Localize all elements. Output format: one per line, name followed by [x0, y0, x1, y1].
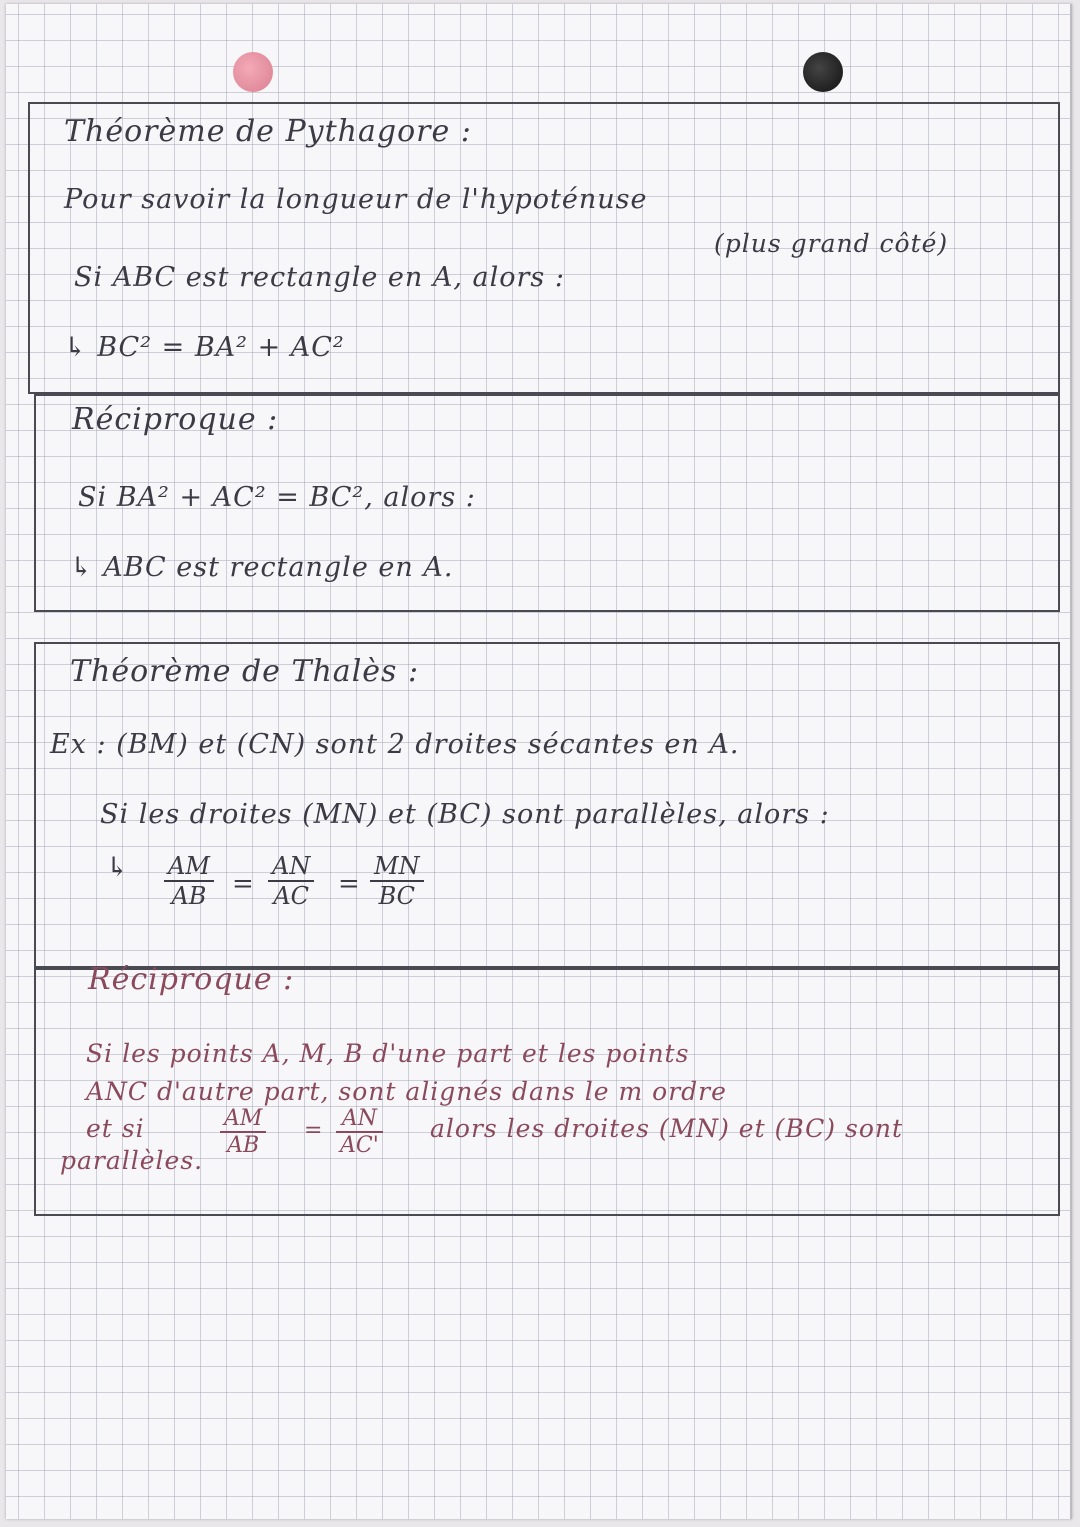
- pythagore-formula: ↳ BC² = BA² + AC²: [64, 332, 345, 363]
- pythagore-intro: Pour savoir la longueur de l'hypoténuse: [64, 184, 648, 215]
- thales-title: Théorème de Thalès :: [70, 654, 420, 689]
- notebook-page: [6, 4, 1072, 1519]
- pythagore-reciproque-condition: Si BA² + AC² = BC², alors :: [78, 482, 476, 513]
- binder-hole-black: [803, 52, 843, 92]
- fraction-numerator: AN: [336, 1106, 383, 1133]
- pythagore-reciproque-conclusion: ↳ ABC est rectangle en A.: [70, 552, 454, 583]
- thales-equals-2: =: [338, 869, 360, 899]
- fraction-denominator: AC': [340, 1133, 379, 1158]
- thales-reciproque-title: Réciproque :: [88, 962, 295, 997]
- fraction-denominator: AC: [273, 882, 310, 910]
- fraction-denominator: AB: [227, 1133, 260, 1158]
- thales-condition: Si les droites (MN) et (BC) sont parallèles, alors :: [100, 799, 830, 830]
- thales-reciproque-line4: parallèles.: [60, 1146, 204, 1175]
- thales-equals-1: =: [232, 869, 254, 899]
- thales-reciproque-line3-end: alors les droites (MN) et (BC) sont: [430, 1114, 904, 1143]
- fraction-denominator: AB: [171, 882, 207, 910]
- thales-reciproque-equals: =: [304, 1118, 323, 1143]
- thales-reciproque-fraction-an-ac: [336, 1106, 383, 1158]
- pythagore-condition: Si ABC est rectangle en A, alors :: [74, 262, 565, 293]
- pythagore-title: Théorème de Pythagore :: [64, 114, 472, 149]
- pythagore-note: (plus grand côté): [714, 229, 949, 258]
- thales-arrow: ↳: [106, 852, 130, 883]
- fraction-numerator: AN: [268, 852, 314, 882]
- binder-hole-pink: [233, 52, 273, 92]
- fraction-denominator: BC: [378, 882, 416, 910]
- thales-fraction-mn-bc: [370, 852, 424, 910]
- thales-reciproque-fraction-am-ab: [220, 1106, 266, 1158]
- thales-fraction-an-ac: [268, 852, 314, 910]
- thales-example: Ex : (BM) et (CN) sont 2 droites sécantes en A.: [50, 729, 740, 760]
- fraction-numerator: AM: [220, 1106, 266, 1133]
- thales-fraction-am-ab: [164, 852, 214, 910]
- fraction-numerator: AM: [164, 852, 214, 882]
- pythagore-reciproque-title: Réciproque :: [72, 402, 279, 437]
- thales-reciproque-line3-start: et si: [86, 1114, 145, 1143]
- thales-reciproque-line2: ANC d'autre part, sont alignés dans le m ordre: [86, 1077, 727, 1106]
- thales-reciproque-line1: Si les points A, M, B d'une part et les points: [86, 1039, 690, 1068]
- fraction-numerator: MN: [370, 852, 424, 882]
